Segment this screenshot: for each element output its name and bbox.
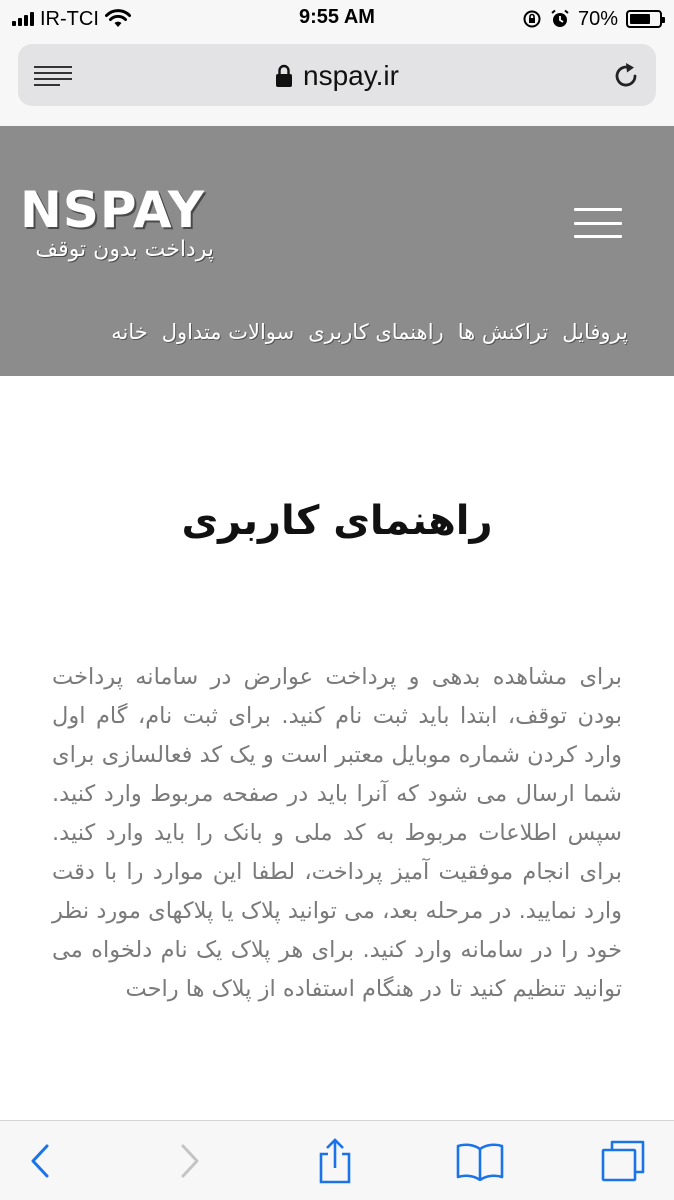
reload-icon[interactable]: [610, 60, 642, 92]
tabs-button[interactable]: [598, 1121, 648, 1200]
site-logo[interactable]: [20, 181, 214, 264]
back-button[interactable]: [18, 1121, 62, 1200]
status-bar: [0, 0, 674, 38]
site-nav: [111, 320, 628, 344]
forward-button[interactable]: [168, 1121, 212, 1200]
clock: 9:55 AM: [299, 6, 375, 28]
nav-transactions[interactable]: تراکنش ها: [457, 320, 549, 344]
site-header: [0, 126, 674, 376]
battery-percent: 70%: [577, 7, 618, 30]
battery-fill: [630, 14, 650, 24]
carrier-name: IR-TCI: [40, 7, 99, 30]
url-display[interactable]: [18, 60, 656, 92]
nav-profile[interactable]: پروفایل: [562, 320, 628, 344]
logo-tagline: پرداخت بدون توقف: [35, 237, 214, 262]
forward-icon: [179, 1143, 201, 1179]
nav-faq[interactable]: سوالات متداول: [161, 320, 295, 344]
browser-toolbar: [0, 1120, 674, 1200]
bookmarks-button[interactable]: [452, 1121, 508, 1200]
guide-body-text: برای مشاهده بدهی و پرداخت عوارض در سامانه پرداخت بودن توقف، ابتدا باید ثبت نام کنید. برای ثبت نام، گام اول وارد کردن شماره موبایل معتبر است و یک کد فعالسازی برای شما ارسال می شود که آنرا باید در صفحه مربوط وارد کنید. سپس اطلاعات مربوط به کد ملی و بانک را باید وارد کنید. برای انجام موفقیت آمیز پرداخت، لطفا این موارد را با دقت وارد نمایید. در مرحله بعد، می توانید پلاک یا پلاکهای مورد نظر خود را در سامانه وارد کنید. برای هر پلاک یک نام دلخواه می توانید تنظیم کنید تا در هنگام استفاده از پلاک ها راحت: [52, 664, 622, 1002]
alarm-icon: [550, 9, 570, 29]
orientation-lock-icon: [522, 9, 542, 29]
share-icon: [315, 1138, 355, 1184]
bookmarks-icon: [455, 1141, 505, 1181]
browser-address-area: [0, 38, 674, 126]
nav-home[interactable]: خانه: [111, 320, 148, 344]
page-title: راهنمای کاربری: [181, 498, 493, 544]
battery-icon: [626, 10, 662, 28]
share-button[interactable]: [310, 1121, 360, 1200]
back-icon: [29, 1143, 51, 1179]
status-right: [522, 6, 662, 32]
menu-icon[interactable]: [574, 208, 622, 238]
tabs-icon: [600, 1139, 646, 1183]
logo-text: NSPAY: [20, 181, 206, 239]
address-bar[interactable]: [18, 44, 656, 106]
url-text[interactable]: nspay.ir: [303, 60, 399, 91]
nav-guide[interactable]: راهنمای کاربری: [308, 320, 444, 344]
lock-icon: [275, 64, 293, 88]
